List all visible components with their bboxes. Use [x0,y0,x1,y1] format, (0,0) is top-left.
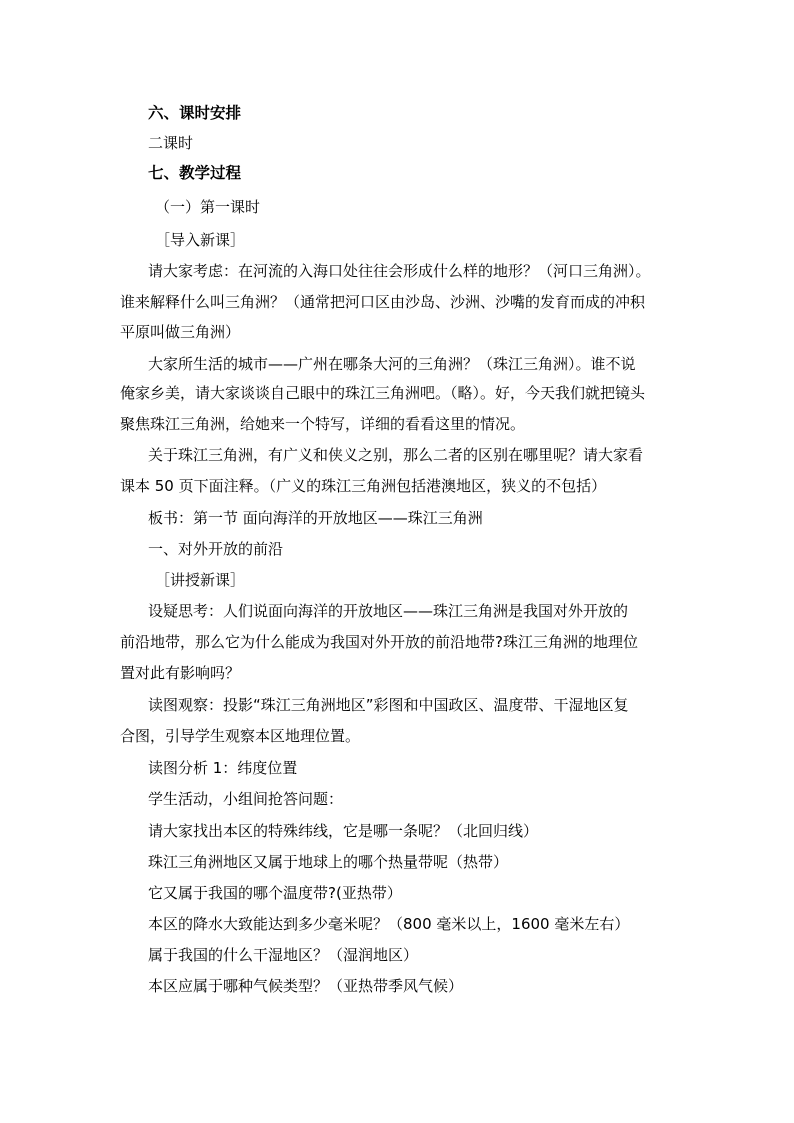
paragraph: 读图观察：投影“珠江三角洲地区”彩图和中国政区、温度带、干湿地区复 [148,696,629,714]
section-heading-process: 七、教学过程 [148,164,242,182]
paragraph-continuation: 前沿地带，那么它为什么能成为我国对外开放的前沿地带?珠江三角洲的地理位 [120,633,638,651]
paragraph: 二课时 [148,134,194,152]
paragraph-continuation: 课本 50 页下面注释。（广义的珠江三角洲包括港澳地区，狭义的不包括） [120,477,607,495]
outline-item: 一、对外开放的前沿 [148,540,284,558]
bracket-label-lecture: ［讲授新课］ [155,571,246,589]
section-heading-schedule: 六、课时安排 [148,104,242,122]
paragraph-continuation: 谁来解释什么叫三角洲？（通常把河口区由沙岛、沙洲、沙嘴的发育而成的冲积 [120,293,646,311]
question-line: 请大家找出本区的特殊纬线，它是哪一条呢？（北回归线） [148,822,539,840]
paragraph-continuation: 置对此有影响吗？ [120,664,241,682]
question-line: 本区的降水大致能达到多少毫米呢？（800 毫米以上，1600 毫米左右） [148,915,630,933]
paragraph-continuation: 俺家乡美，请大家谈谈自己眼中的珠江三角洲吧。（略）。好，今天我们就把镜头 [120,384,646,402]
question-line: 本区应属于哪种气候类型？（亚热带季风气候） [148,977,464,995]
paragraph-continuation: 聚焦珠江三角洲，给她来一个特写，详细的看看这里的情况。 [120,415,526,433]
question-line: 属于我国的什么干湿地区？（湿润地区） [148,946,419,964]
paragraph: 读图分析 1：纬度位置 [148,759,298,777]
paragraph-continuation: 合图，引导学生观察本区地理位置。 [120,727,361,745]
paragraph: 请大家考虑：在河流的入海口处往往会形成什么样的地形？（河口三角洲）。 [148,262,651,280]
paragraph: 关于珠江三角洲，有广义和侠义之别，那么二者的区别在哪里呢？请大家看 [148,446,644,464]
bracket-label-intro: ［导入新课］ [155,231,246,249]
paragraph-continuation: 平原叫做三角洲） [120,323,241,341]
blackboard-note: 板书：第一节 面向海洋的开放地区——珠江三角洲 [148,509,483,527]
subsection-heading: （一）第一课时 [155,198,261,216]
question-line: 它又属于我国的哪个温度带?(亚热带） [148,884,402,902]
paragraph: 大家所生活的城市——广州在哪条大河的三角洲？（珠江三角洲）。谁不说 [148,355,636,373]
paragraph: 学生活动，小组间抢答问题： [148,790,344,808]
question-line: 珠江三角洲地区又属于地球上的哪个热量带呢（热带） [148,853,509,871]
paragraph: 设疑思考：人们说面向海洋的开放地区——珠江三角洲是我国对外开放的 [148,602,629,620]
